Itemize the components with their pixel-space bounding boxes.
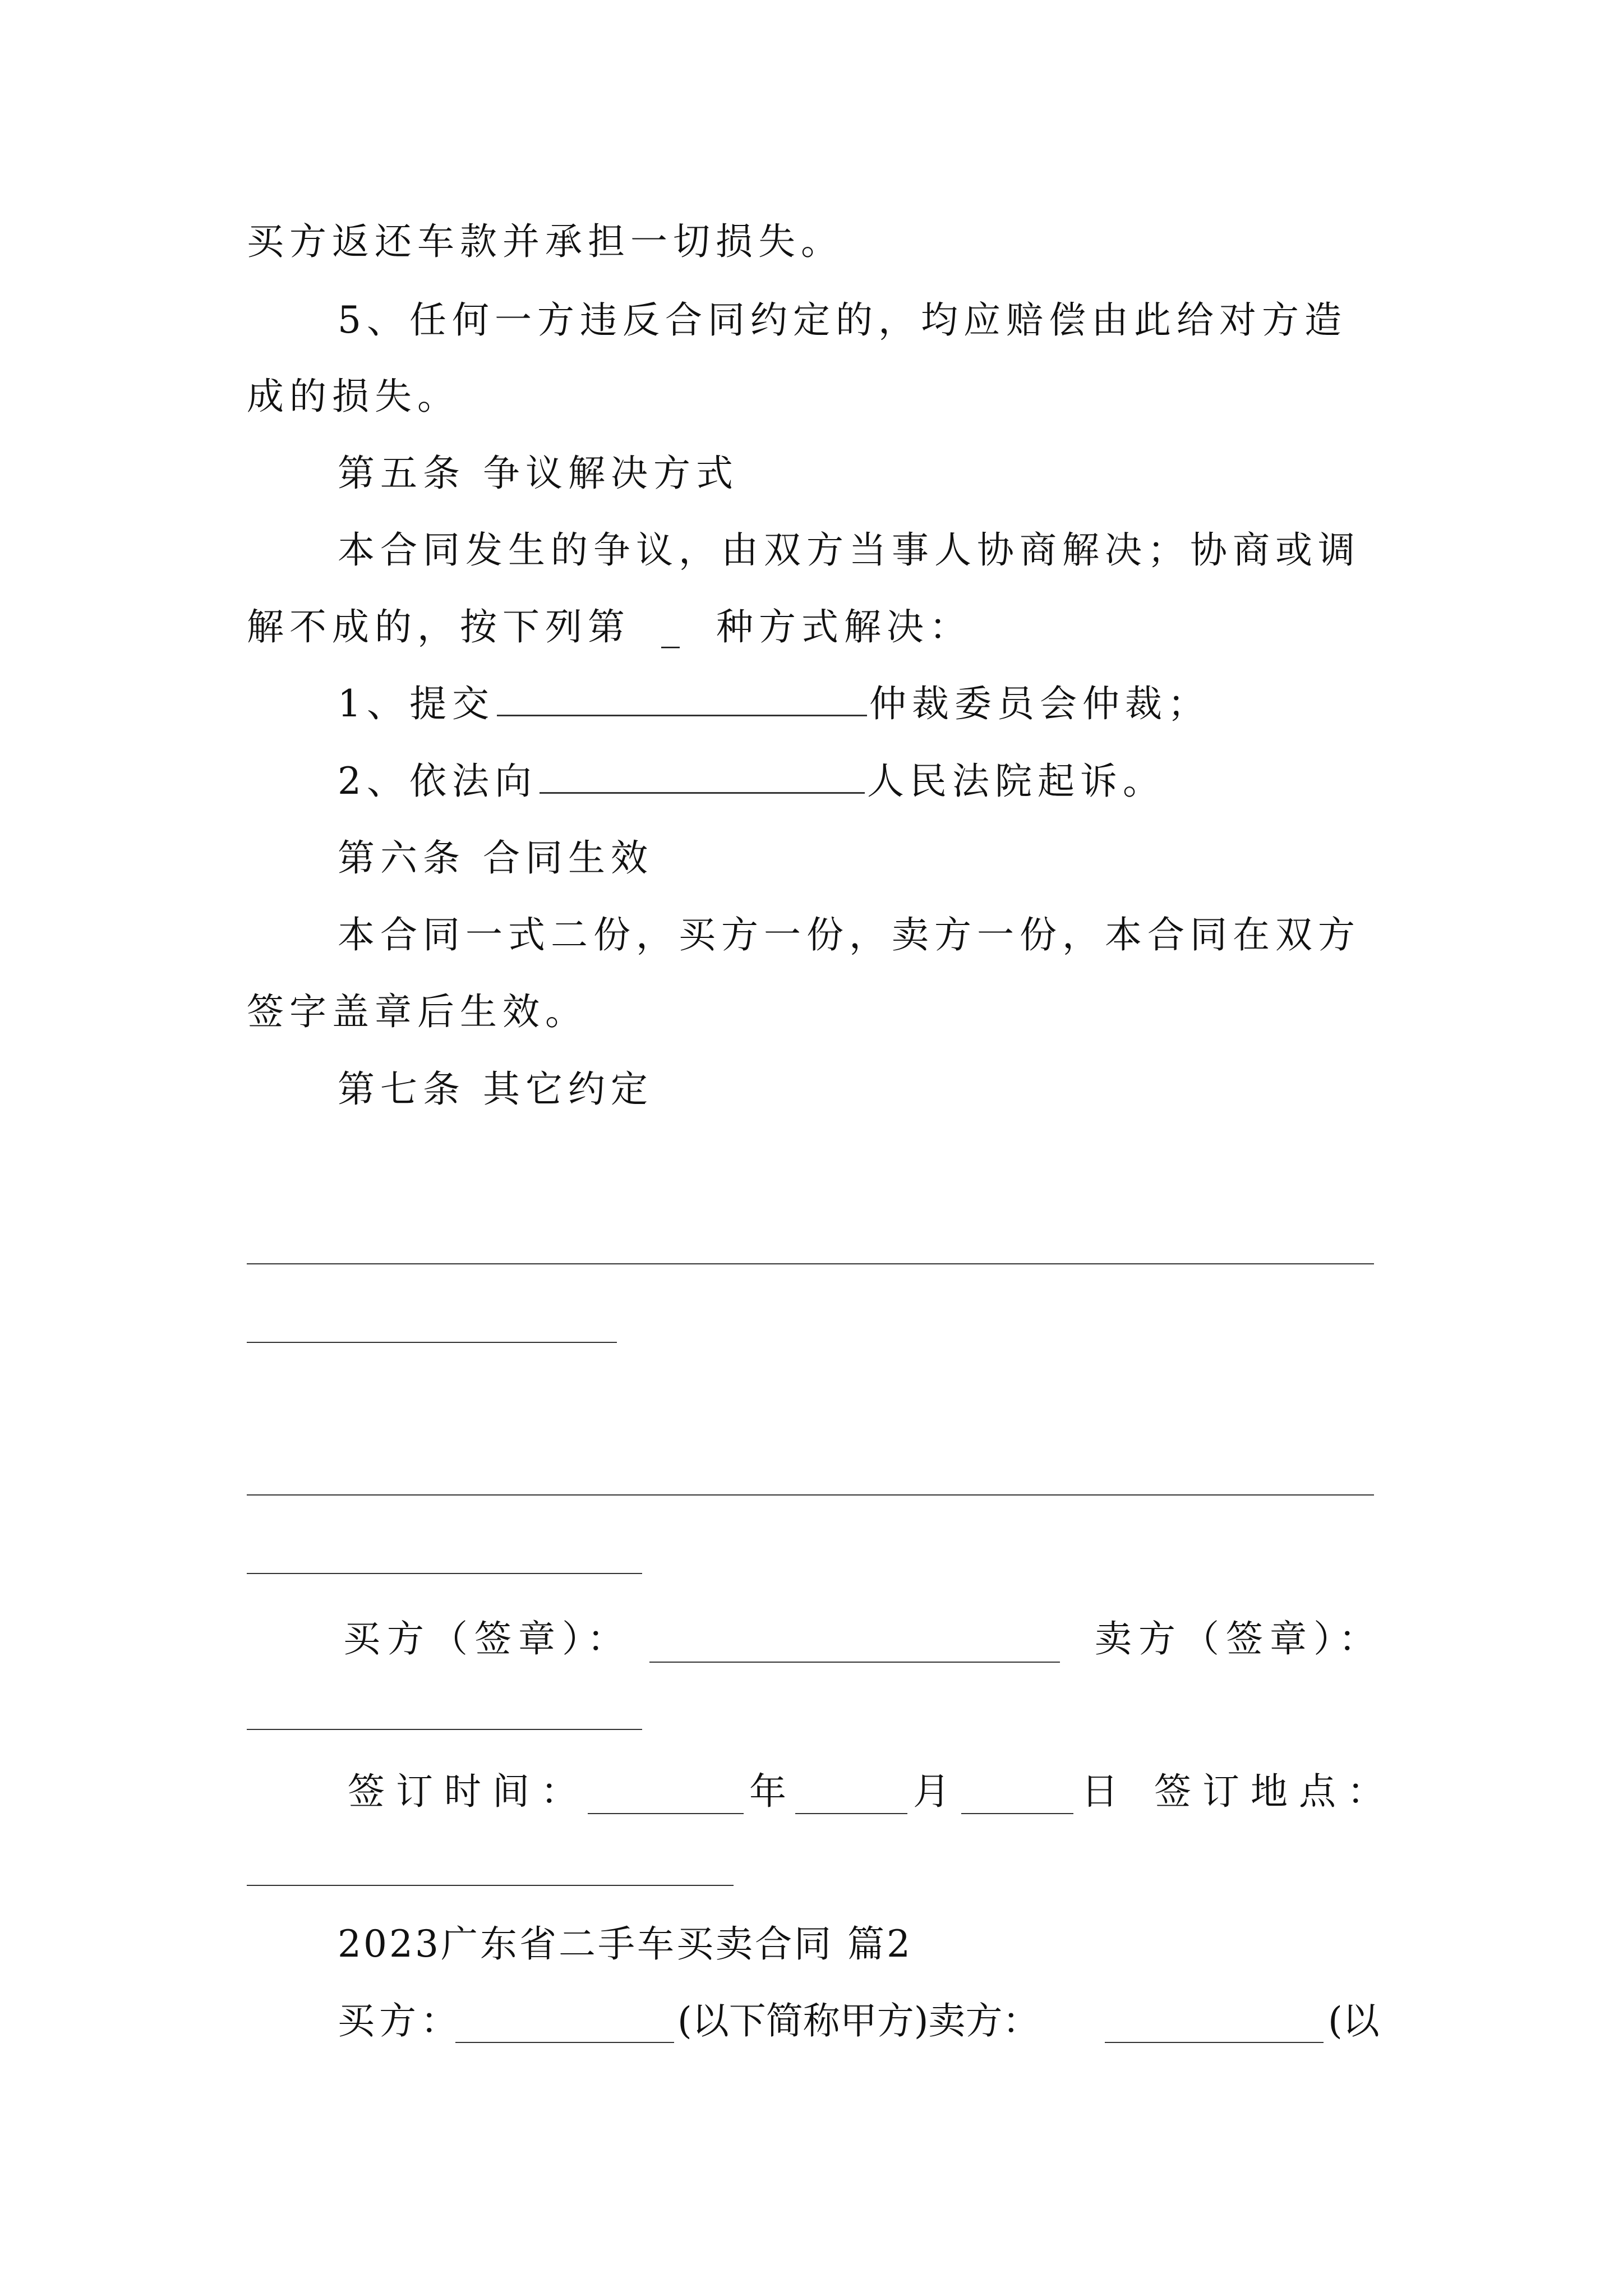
year-label: 年 xyxy=(749,1770,786,1813)
seller-signature-label: 卖方（签章）： xyxy=(1095,1617,1382,1660)
part2-seller-blank xyxy=(1105,2042,1324,2043)
blank-line xyxy=(247,1494,1374,1496)
place-blank xyxy=(247,1885,734,1886)
text-line xyxy=(338,760,1165,803)
buyer-signature-label: 买方（签章）： xyxy=(343,1617,631,1660)
blank-line xyxy=(247,1573,642,1574)
blank-line xyxy=(247,1342,617,1343)
text-line xyxy=(247,605,972,648)
section-heading: 第六条 合同生效 xyxy=(338,836,653,880)
year-blank xyxy=(588,1813,744,1814)
buyer-signature-blank xyxy=(649,1662,1060,1663)
text-line: 本合同发生的争议，由双方当事人协商解决；协商或调 xyxy=(338,528,1361,572)
text-line xyxy=(338,682,1210,725)
date-label: 签订时间： xyxy=(348,1770,589,1813)
text-line: 买方返还车款并承担一切损失。 xyxy=(247,220,843,263)
text-line: 本合同一式二份，买方一份，卖方一份，本合同在双方 xyxy=(338,913,1361,956)
text-line: 签字盖章后生效。 xyxy=(247,990,588,1033)
place-label: 签订地点： xyxy=(1154,1770,1395,1813)
day-blank xyxy=(961,1813,1073,1814)
blank-line xyxy=(247,1263,1374,1264)
text-fragment: 人民法院起诉。 xyxy=(867,760,1165,803)
section-heading: 第五条 争议解决方式 xyxy=(338,452,739,495)
text-line: 成的损失。 xyxy=(247,375,460,418)
day-label: 日 xyxy=(1081,1770,1118,1813)
part2-buyer-blank xyxy=(455,2042,674,2043)
part2-title: 2023广东省二手车买卖合同 篇2 xyxy=(338,1922,912,1966)
arbitration-blank xyxy=(497,715,867,716)
month-blank xyxy=(795,1813,907,1814)
part2-buyer-label: 买方： xyxy=(338,1999,462,2042)
text-fragment: 解不成的，按下列第 xyxy=(247,605,630,648)
section-heading: 第七条 其它约定 xyxy=(338,1068,653,1111)
month-label: 月 xyxy=(913,1770,950,1813)
text-fragment: 2、依法向 xyxy=(338,760,537,803)
part2-tail: (以 xyxy=(1328,1999,1380,2042)
court-blank xyxy=(540,792,865,794)
part2-buyer-note: (以下简称甲方)卖方： xyxy=(677,1999,1040,2042)
text-fragment: 1、提交 xyxy=(338,682,495,725)
seller-signature-blank xyxy=(247,1729,642,1730)
text-fragment: 仲裁委员会仲裁； xyxy=(869,682,1210,725)
text-line: 5、任何一方违反合同约定的，均应赔偿由此给对方造 xyxy=(338,298,1347,342)
text-fragment: 种方式解决： xyxy=(716,605,972,648)
choice-blank: _ xyxy=(661,605,685,648)
